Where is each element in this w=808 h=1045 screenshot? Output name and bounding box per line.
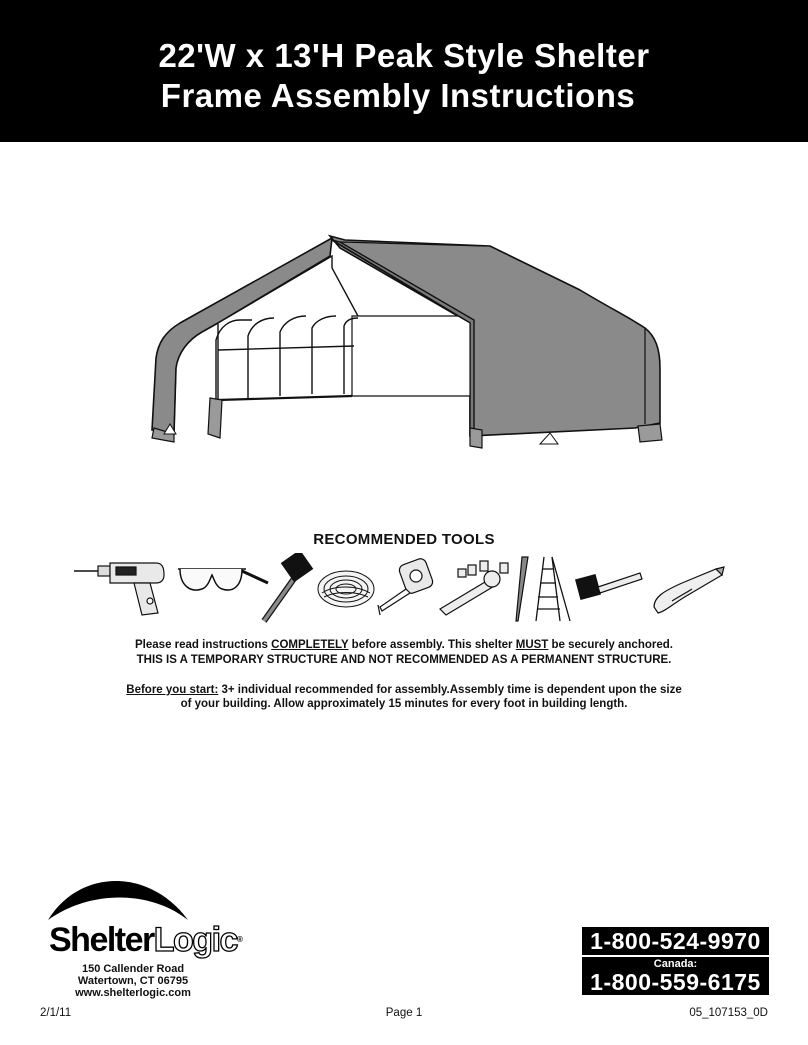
title-line-1: 22'W x 13'H Peak Style Shelter	[158, 37, 650, 74]
tools-heading: RECOMMENDED TOOLS	[313, 531, 495, 548]
notice-text: before assembly. This shelter	[348, 639, 516, 651]
notice-text: Please read instructions	[135, 639, 272, 651]
phone-us: 1-800-524-9970	[582, 927, 769, 955]
address-line-2: Watertown, CT 06795	[77, 975, 189, 987]
title-banner	[0, 0, 808, 142]
company-website: www.shelterlogic.com	[75, 987, 191, 999]
phone-canada-box	[582, 957, 769, 995]
sledge-hammer-icon	[264, 553, 312, 621]
footer-date: 2/1/11	[40, 1007, 72, 1019]
tools-row	[72, 553, 742, 623]
notice-emphasis-completely: COMPLETELY	[271, 639, 349, 651]
mallet-icon	[576, 573, 642, 599]
shelterlogic-logo	[49, 920, 243, 960]
ladder-icon	[536, 557, 570, 621]
before-you-start-label: Before you start:	[126, 684, 219, 696]
drill-icon	[74, 563, 164, 615]
notice-temporary-structure: THIS IS A TEMPORARY STRUCTURE AND NOT RECOMMENDED AS A PERMANENT STRUCTURE.	[136, 654, 672, 666]
notice-text: be securely anchored.	[548, 639, 673, 651]
socket-wrench-icon	[440, 561, 508, 615]
stake-icon	[516, 557, 528, 621]
title-line-2: Frame Assembly Instructions	[160, 77, 636, 114]
notice-text: 3+ individual recommended for assembly.Assembly time is dependent upon the size	[218, 684, 682, 696]
canada-label: Canada:	[653, 958, 698, 970]
notice-assembly-time: of your building. Allow approximately 15 minutes for every foot in building length.	[180, 698, 628, 710]
rope-icon	[318, 571, 374, 607]
registered-mark: ®	[236, 935, 243, 944]
phone-canada: 1-800-559-6175	[590, 969, 761, 995]
notice-read-instructions	[0, 638, 808, 653]
address-line-1: 150 Callender Road	[81, 963, 185, 975]
utility-knife-icon	[654, 567, 724, 613]
footer-page-number: Page 1	[385, 1007, 423, 1019]
notice-emphasis-must: MUST	[515, 639, 549, 651]
footer-doc-code: 05_107153_0D	[689, 1007, 768, 1019]
tape-measure-icon	[378, 557, 434, 615]
safety-glasses-icon	[178, 569, 268, 590]
notice-before-you-start	[0, 683, 808, 698]
logo-text-logic: Logic	[153, 921, 237, 959]
shelter-illustration	[140, 228, 670, 458]
logo-text-shelter: Shelter	[49, 921, 154, 959]
